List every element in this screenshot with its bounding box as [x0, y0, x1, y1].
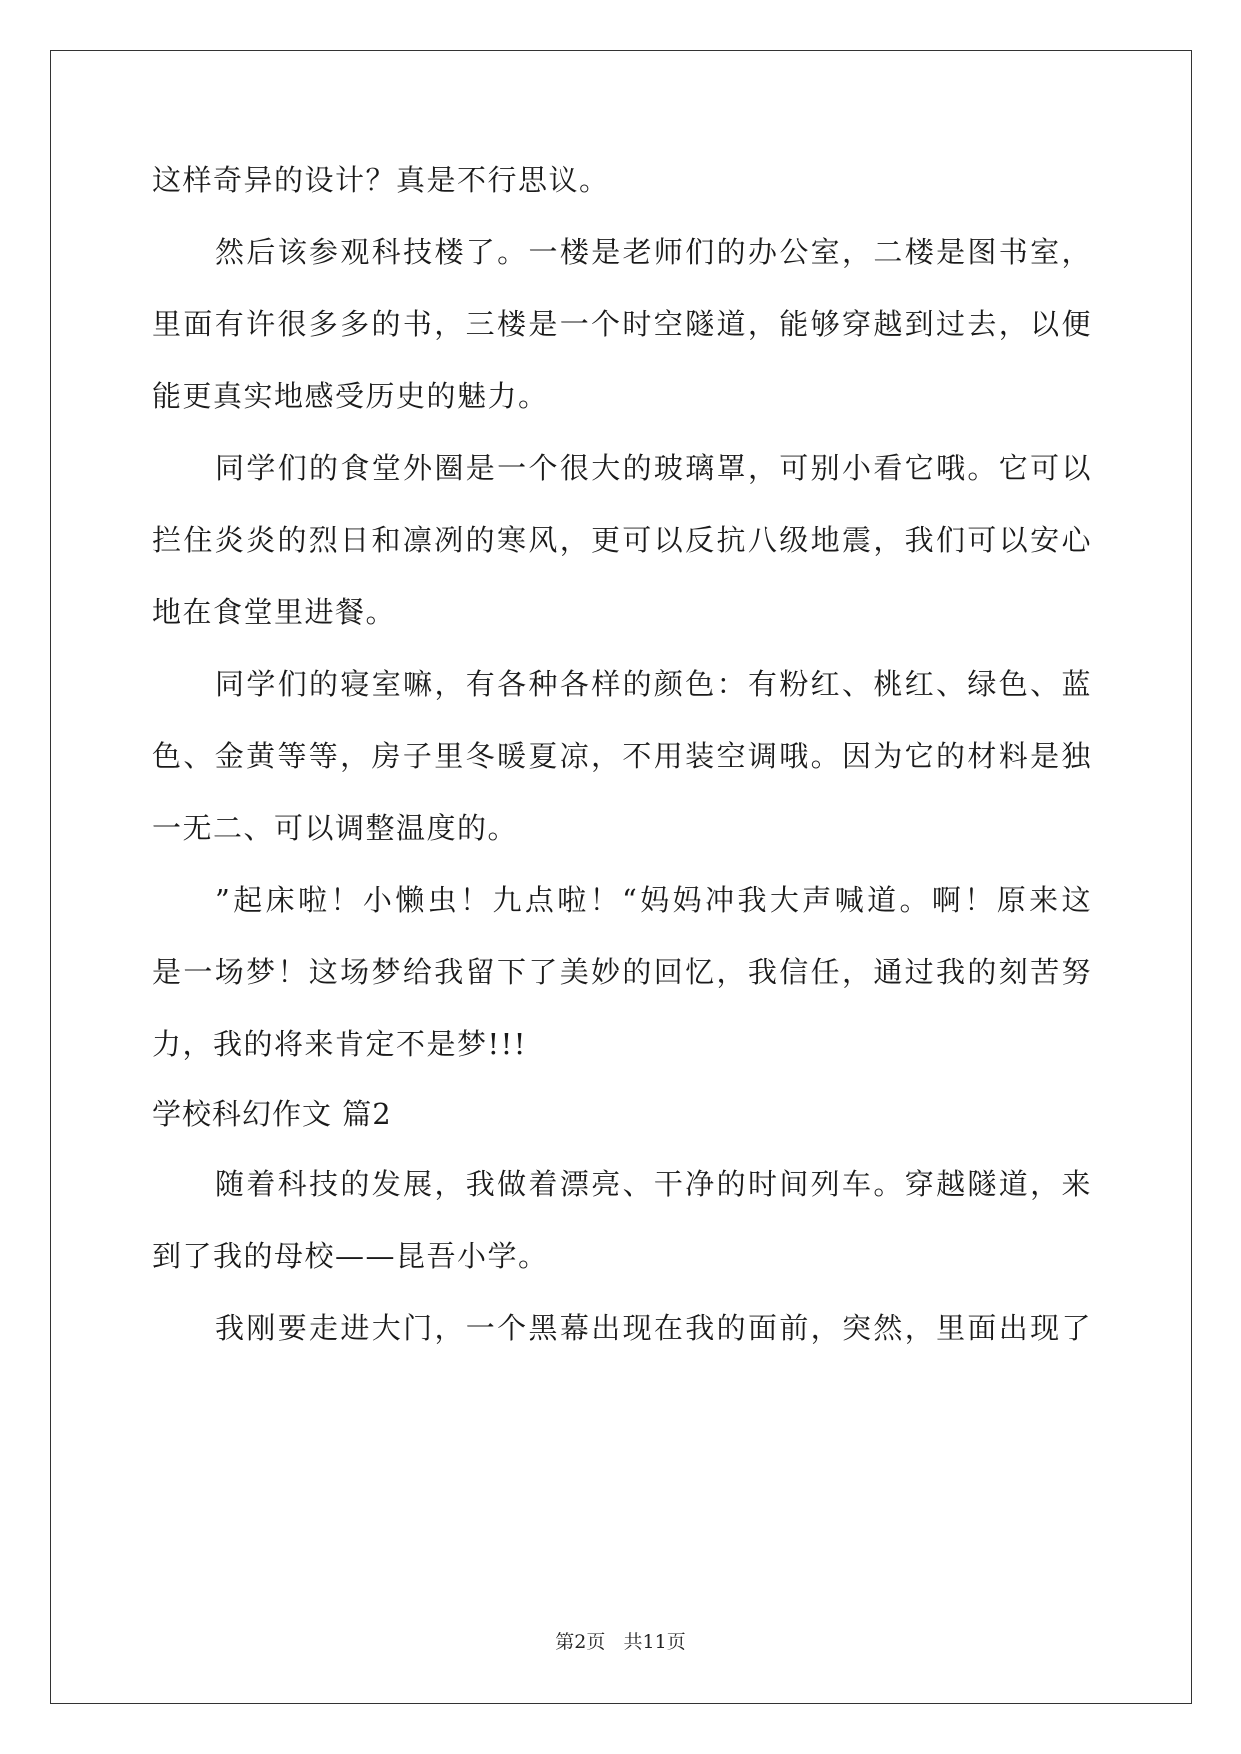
paragraph-start-line: 然后该参观科技楼了。一楼是老师们的办公室，二楼是图书室，	[215, 235, 1092, 269]
text-line: 到了我的母校——昆吾小学。	[152, 1239, 549, 1273]
text-line: 力，我的将来肯定不是梦!!!	[152, 1027, 527, 1061]
page-footer	[0, 1630, 1241, 1654]
text-line: 是一场梦！这场梦给我留下了美妙的回忆，我信任，通过我的刻苦努	[152, 955, 1092, 989]
page-number: 第2页	[555, 1631, 606, 1653]
text-line: 这样奇异的设计？真是不行思议。	[152, 163, 610, 197]
paragraph-start-line: 同学们的寝室嘛，有各种各样的颜色：有粉红、桃红、绿色、蓝	[215, 667, 1092, 701]
paragraph-start-line: 我刚要走进大门，一个黑幕出现在我的面前，突然，里面出现了	[215, 1311, 1092, 1345]
paragraph-start-line: 同学们的食堂外圈是一个很大的玻璃罩，可别小看它哦。它可以	[215, 451, 1092, 485]
text-line: 能更真实地感受历史的魅力。	[152, 379, 549, 413]
page-border	[50, 50, 1192, 1704]
total-pages: 共11页	[623, 1631, 686, 1653]
text-line: 拦住炎炎的烈日和凛冽的寒风，更可以反抗八级地震，我们可以安心	[152, 523, 1092, 557]
paragraph-start-line: 随着科技的发展，我做着漂亮、干净的时间列车。穿越隧道，来	[215, 1167, 1092, 1201]
section-heading: 学校科幻作文 篇2	[152, 1097, 392, 1131]
text-line: 里面有许很多多的书，三楼是一个时空隧道，能够穿越到过去，以便	[152, 307, 1092, 341]
text-line: 一无二、可以调整温度的。	[152, 811, 519, 845]
text-line: 地在食堂里进餐。	[152, 595, 397, 629]
paragraph-start-line: ”起床啦！小懒虫！九点啦！“妈妈冲我大声喊道。啊！原来这	[215, 883, 1092, 917]
text-line: 色、金黄等等，房子里冬暖夏凉，不用装空调哦。因为它的材料是独	[152, 739, 1092, 773]
